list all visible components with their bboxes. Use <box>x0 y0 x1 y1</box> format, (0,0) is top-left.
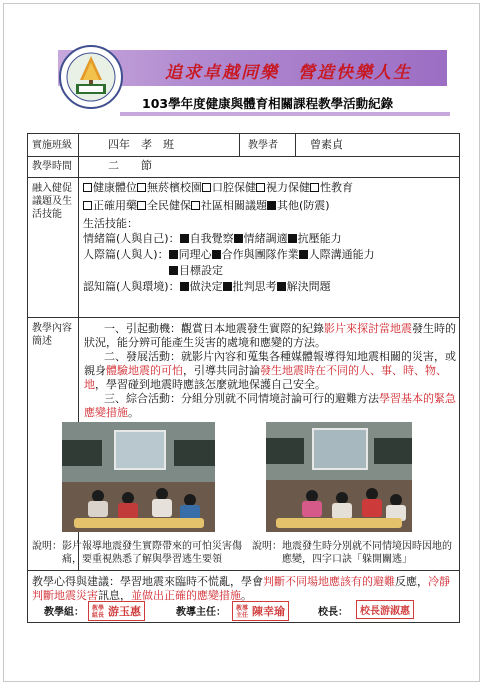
topic-option-label: 全民健保 <box>147 199 191 212</box>
divider <box>28 317 459 318</box>
topic-option-label: 視力保健 <box>266 181 310 194</box>
topic-option-label: 無菸檳校園 <box>147 181 202 194</box>
topic-option[interactable] <box>277 280 331 293</box>
topic-option-label: 正確用藥 <box>93 199 137 212</box>
topic-option[interactable] <box>191 199 267 212</box>
skill-row-label: 人際篇(人與人)： <box>83 248 169 261</box>
skills-heading: 生活技能： <box>83 217 138 230</box>
topic-option-label: 解決問題 <box>286 280 331 293</box>
teacher-label: 教學者 <box>248 140 278 151</box>
checked-box-icon[interactable] <box>277 282 286 291</box>
content-paragraph-1: 一、引起動機：觀賞日本地震發生實際的紀錄影片來探討當地震發生時的狀況，能分辨可能產生災害的處境和應變的方法。 <box>84 322 456 349</box>
topic-option[interactable] <box>234 232 288 245</box>
stamp-director: 教導主任 陳幸瑜 <box>232 601 289 621</box>
sign-principal-label: 校長： <box>318 607 348 618</box>
stamp-principal: 校長游淑惠 <box>356 600 414 619</box>
school-logo <box>58 44 124 110</box>
topic-option-label: 抗壓能力 <box>297 232 342 245</box>
topic-option[interactable] <box>288 232 342 245</box>
skill-row <box>83 280 459 296</box>
topic-option[interactable] <box>83 181 137 194</box>
checked-box-icon[interactable] <box>169 250 178 259</box>
document-title: 103學年度健康與體育相關課程教學活動紀錄 <box>142 96 394 111</box>
topic-option-label: 性教育 <box>320 181 353 194</box>
topics-row-2 <box>83 199 459 213</box>
skill-row <box>83 248 459 264</box>
topic-option-label: 合作與團隊作業 <box>221 248 299 261</box>
topic-option[interactable] <box>299 248 375 261</box>
divider <box>295 134 296 156</box>
sign-director-label: 教導主任： <box>176 607 226 618</box>
unchecked-box-icon[interactable] <box>191 201 200 210</box>
topic-option[interactable] <box>310 181 353 194</box>
checked-box-icon[interactable] <box>180 282 189 291</box>
divider <box>28 156 459 157</box>
topic-option-label: 目標設定 <box>179 264 223 277</box>
checked-box-icon[interactable] <box>223 282 232 291</box>
unchecked-box-icon[interactable] <box>83 201 92 210</box>
topic-option-label: 同理心 <box>178 248 212 261</box>
topic-option-label: 自我覺察 <box>189 232 234 245</box>
topic-option[interactable] <box>180 232 234 245</box>
topic-option[interactable] <box>137 199 191 212</box>
time-label: 教學時間 <box>32 161 72 172</box>
time-value: 二 節 <box>108 159 152 172</box>
checked-box-icon[interactable] <box>267 201 276 210</box>
checked-box-icon[interactable] <box>234 234 243 243</box>
unchecked-box-icon[interactable] <box>310 183 319 192</box>
caption-1-text: 影片報導地震發生實際帶來的可怕災害傷痛，要重視熟悉了解與學習逃生要領 <box>62 541 242 565</box>
topic-option-label: 其他(防震) <box>277 199 330 212</box>
unchecked-box-icon[interactable] <box>137 183 146 192</box>
topic-option-label: 口腔保健 <box>212 181 256 194</box>
skills-list <box>83 232 459 296</box>
caption-2-label: 說明： <box>252 541 282 552</box>
caption-2-text: 地震發生時分別就不同情境因時因地的應變，四字口訣「躲開關逃」 <box>282 541 452 565</box>
divider <box>28 570 459 571</box>
topic-option-label: 社區相關議題 <box>201 199 267 212</box>
topic-option[interactable] <box>256 181 310 194</box>
content-label: 教學內容簡述 <box>32 323 72 347</box>
divider <box>239 134 240 156</box>
unchecked-box-icon[interactable] <box>202 183 211 192</box>
class-value: 四年 孝 班 <box>108 138 174 151</box>
topic-option[interactable] <box>267 199 330 212</box>
topic-option[interactable] <box>180 280 223 293</box>
title-underline <box>120 112 450 116</box>
checked-box-icon[interactable] <box>169 266 178 275</box>
topic-option-label: 批判思考 <box>232 280 277 293</box>
unchecked-box-icon[interactable] <box>137 201 146 210</box>
topic-option[interactable] <box>169 248 212 261</box>
topic-option-label: 情緒調適 <box>243 232 288 245</box>
skill-row-label: 認知篇(人與環境)： <box>83 280 180 293</box>
teacher-value: 曾素貞 <box>310 138 343 151</box>
sign-group-label: 教學組： <box>44 607 84 618</box>
checked-box-icon[interactable] <box>288 234 297 243</box>
topic-option[interactable] <box>223 280 277 293</box>
topic-label: 融入健促議題及生活技能 <box>32 183 72 220</box>
record-form <box>27 133 460 623</box>
reflection-text: 教學心得與建議：學習地震來臨時不慌亂，學會判斷不同場地應該有的避難反應，冷靜判斷地震災害訊息，並做出正確的應變措施。 <box>32 575 450 602</box>
skill-row <box>83 264 459 280</box>
caption-1-label: 說明： <box>32 541 62 552</box>
topic-option-label: 健康體位 <box>93 181 137 194</box>
content-paragraph-2: 二、發展活動：就影片內容和蒐集各種媒體報導得知地震相關的災害，或親身體驗地震的可怕，引導共同討論發生地震時在不同的人、事、時、物、地，學習碰到地震時應該怎麼就地保護自己安全。 <box>84 350 456 391</box>
topic-option-label: 人際溝通能力 <box>308 248 375 261</box>
topic-option[interactable] <box>202 181 256 194</box>
checked-box-icon[interactable] <box>180 234 189 243</box>
skill-row <box>83 232 459 248</box>
content-paragraph-3: 三、綜合活動：分組分別就不同情境討論可行的避難方法學習基本的緊急應變措施。 <box>84 392 456 419</box>
stamp-group: 教學組長 游玉惠 <box>88 601 145 621</box>
skill-row-label: 情緒篇(人與自己)： <box>83 232 180 245</box>
slogan: 追求卓越同樂 營造快樂人生 <box>165 63 412 83</box>
topic-option[interactable] <box>137 181 202 194</box>
classroom-photo-2 <box>266 422 412 532</box>
checked-box-icon[interactable] <box>299 250 308 259</box>
checked-box-icon[interactable] <box>212 250 221 259</box>
topic-option[interactable] <box>169 264 223 277</box>
divider <box>28 177 459 178</box>
topic-option-label: 做決定 <box>189 280 223 293</box>
classroom-photo-1 <box>62 422 215 532</box>
topics-row-1 <box>83 181 459 195</box>
unchecked-box-icon[interactable] <box>83 183 92 192</box>
class-label: 實施班級 <box>32 140 72 151</box>
topic-option[interactable] <box>212 248 299 261</box>
topic-option[interactable] <box>83 199 137 212</box>
unchecked-box-icon[interactable] <box>256 183 265 192</box>
